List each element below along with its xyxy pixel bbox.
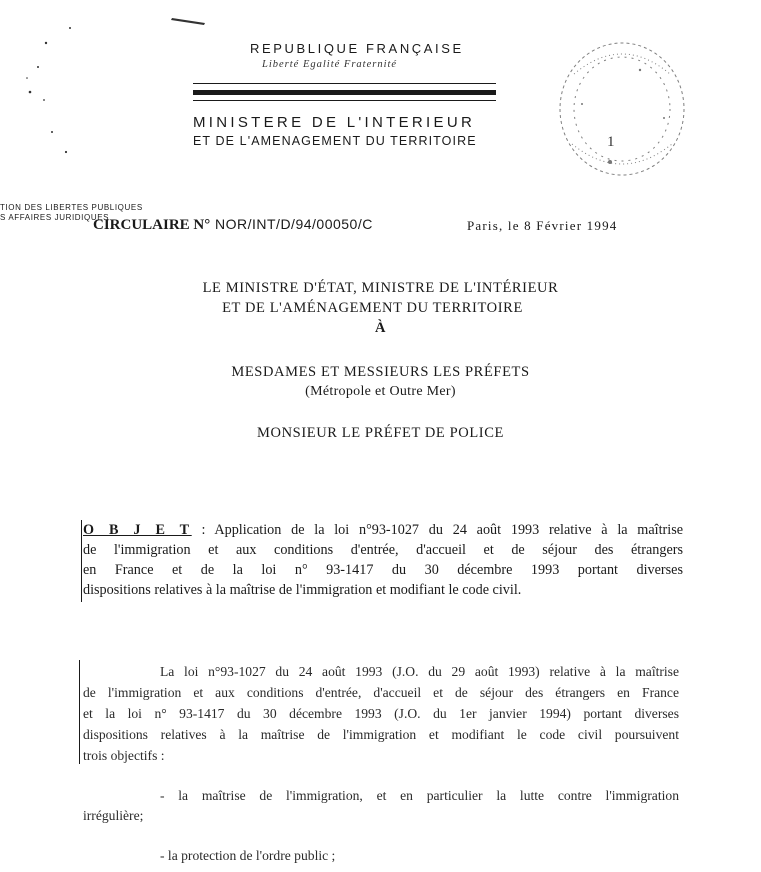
department-line-2: S AFFAIRES JURIDIQUES	[0, 213, 110, 222]
objet-line-2: de l'immigration et aux conditions d'entrée, d'accueil et de séjour des étrangers	[83, 542, 683, 558]
body-line-3: et la loi n° 93-1417 du 30 décembre 1993 (J.O. du 1er janvier 1994) portant diverses	[83, 706, 679, 721]
objet-line-4: dispositions relatives à la maîtrise de l'immigration et modifiant le code civil.	[83, 582, 522, 598]
body-line-4: dispositions relatives à la maîtrise de l'immigration et modifiant le code civil poursuivent	[83, 727, 679, 742]
body-line-1: La loi n°93-1027 du 24 août 1993 (J.O. du 29 août 1993) relative à la maîtrise	[160, 664, 679, 679]
recipients-subheading: (Métropole et Outre Mer)	[305, 384, 456, 399]
stamp-number: 1	[607, 134, 615, 150]
objective-2: - la protection de l'ordre public ;	[160, 848, 336, 863]
objet-label: O B J E T	[83, 522, 192, 538]
circular-number: NOR/INT/D/94/00050/C	[215, 216, 373, 232]
republic-motto: Liberté Egalité Fraternité	[262, 59, 398, 70]
sender-line-1: LE MINISTRE D'ÉTAT, MINISTRE DE L'INTÉRIEUR	[202, 280, 559, 296]
body-line-5: trois objectifs :	[83, 748, 165, 763]
objective-1-line-1: - la maîtrise de l'immigration, et en particulier la lutte contre l'immigration	[160, 788, 679, 803]
body-line-2: de l'immigration et aux conditions d'entrée, d'accueil et de séjour des étrangers en France	[83, 685, 679, 700]
place-date: Paris, le 8 Février 1994	[467, 218, 618, 233]
sender-line-2: ET DE L'AMÉNAGEMENT DU TERRITOIRE	[222, 300, 523, 316]
ministry-name: MINISTERE DE L'INTERIEUR	[193, 114, 476, 131]
objet-line-3: en France et de la loi n° 93-1417 du 30 décembre 1993 portant diverses	[83, 562, 683, 578]
recipient-police-prefect: MONSIEUR LE PRÉFET DE POLICE	[257, 425, 504, 441]
objective-1-line-2: irrégulière;	[83, 808, 144, 823]
recipients-heading: MESDAMES ET MESSIEURS LES PRÉFETS	[231, 364, 530, 380]
objet-line-1: : Application de la loi n°93-1027 du 24 août 1993 relative à la maîtrise	[201, 522, 684, 538]
republic-heading: REPUBLIQUE FRANÇAISE	[250, 41, 464, 56]
circular-label: CIRCULAIRE N°	[93, 217, 211, 233]
addressee-preposition: À	[374, 320, 387, 336]
department-line-1: TION DES LIBERTES PUBLIQUES	[0, 203, 143, 212]
ministry-subtitle: ET DE L'AMENAGEMENT DU TERRITOIRE	[193, 134, 477, 148]
